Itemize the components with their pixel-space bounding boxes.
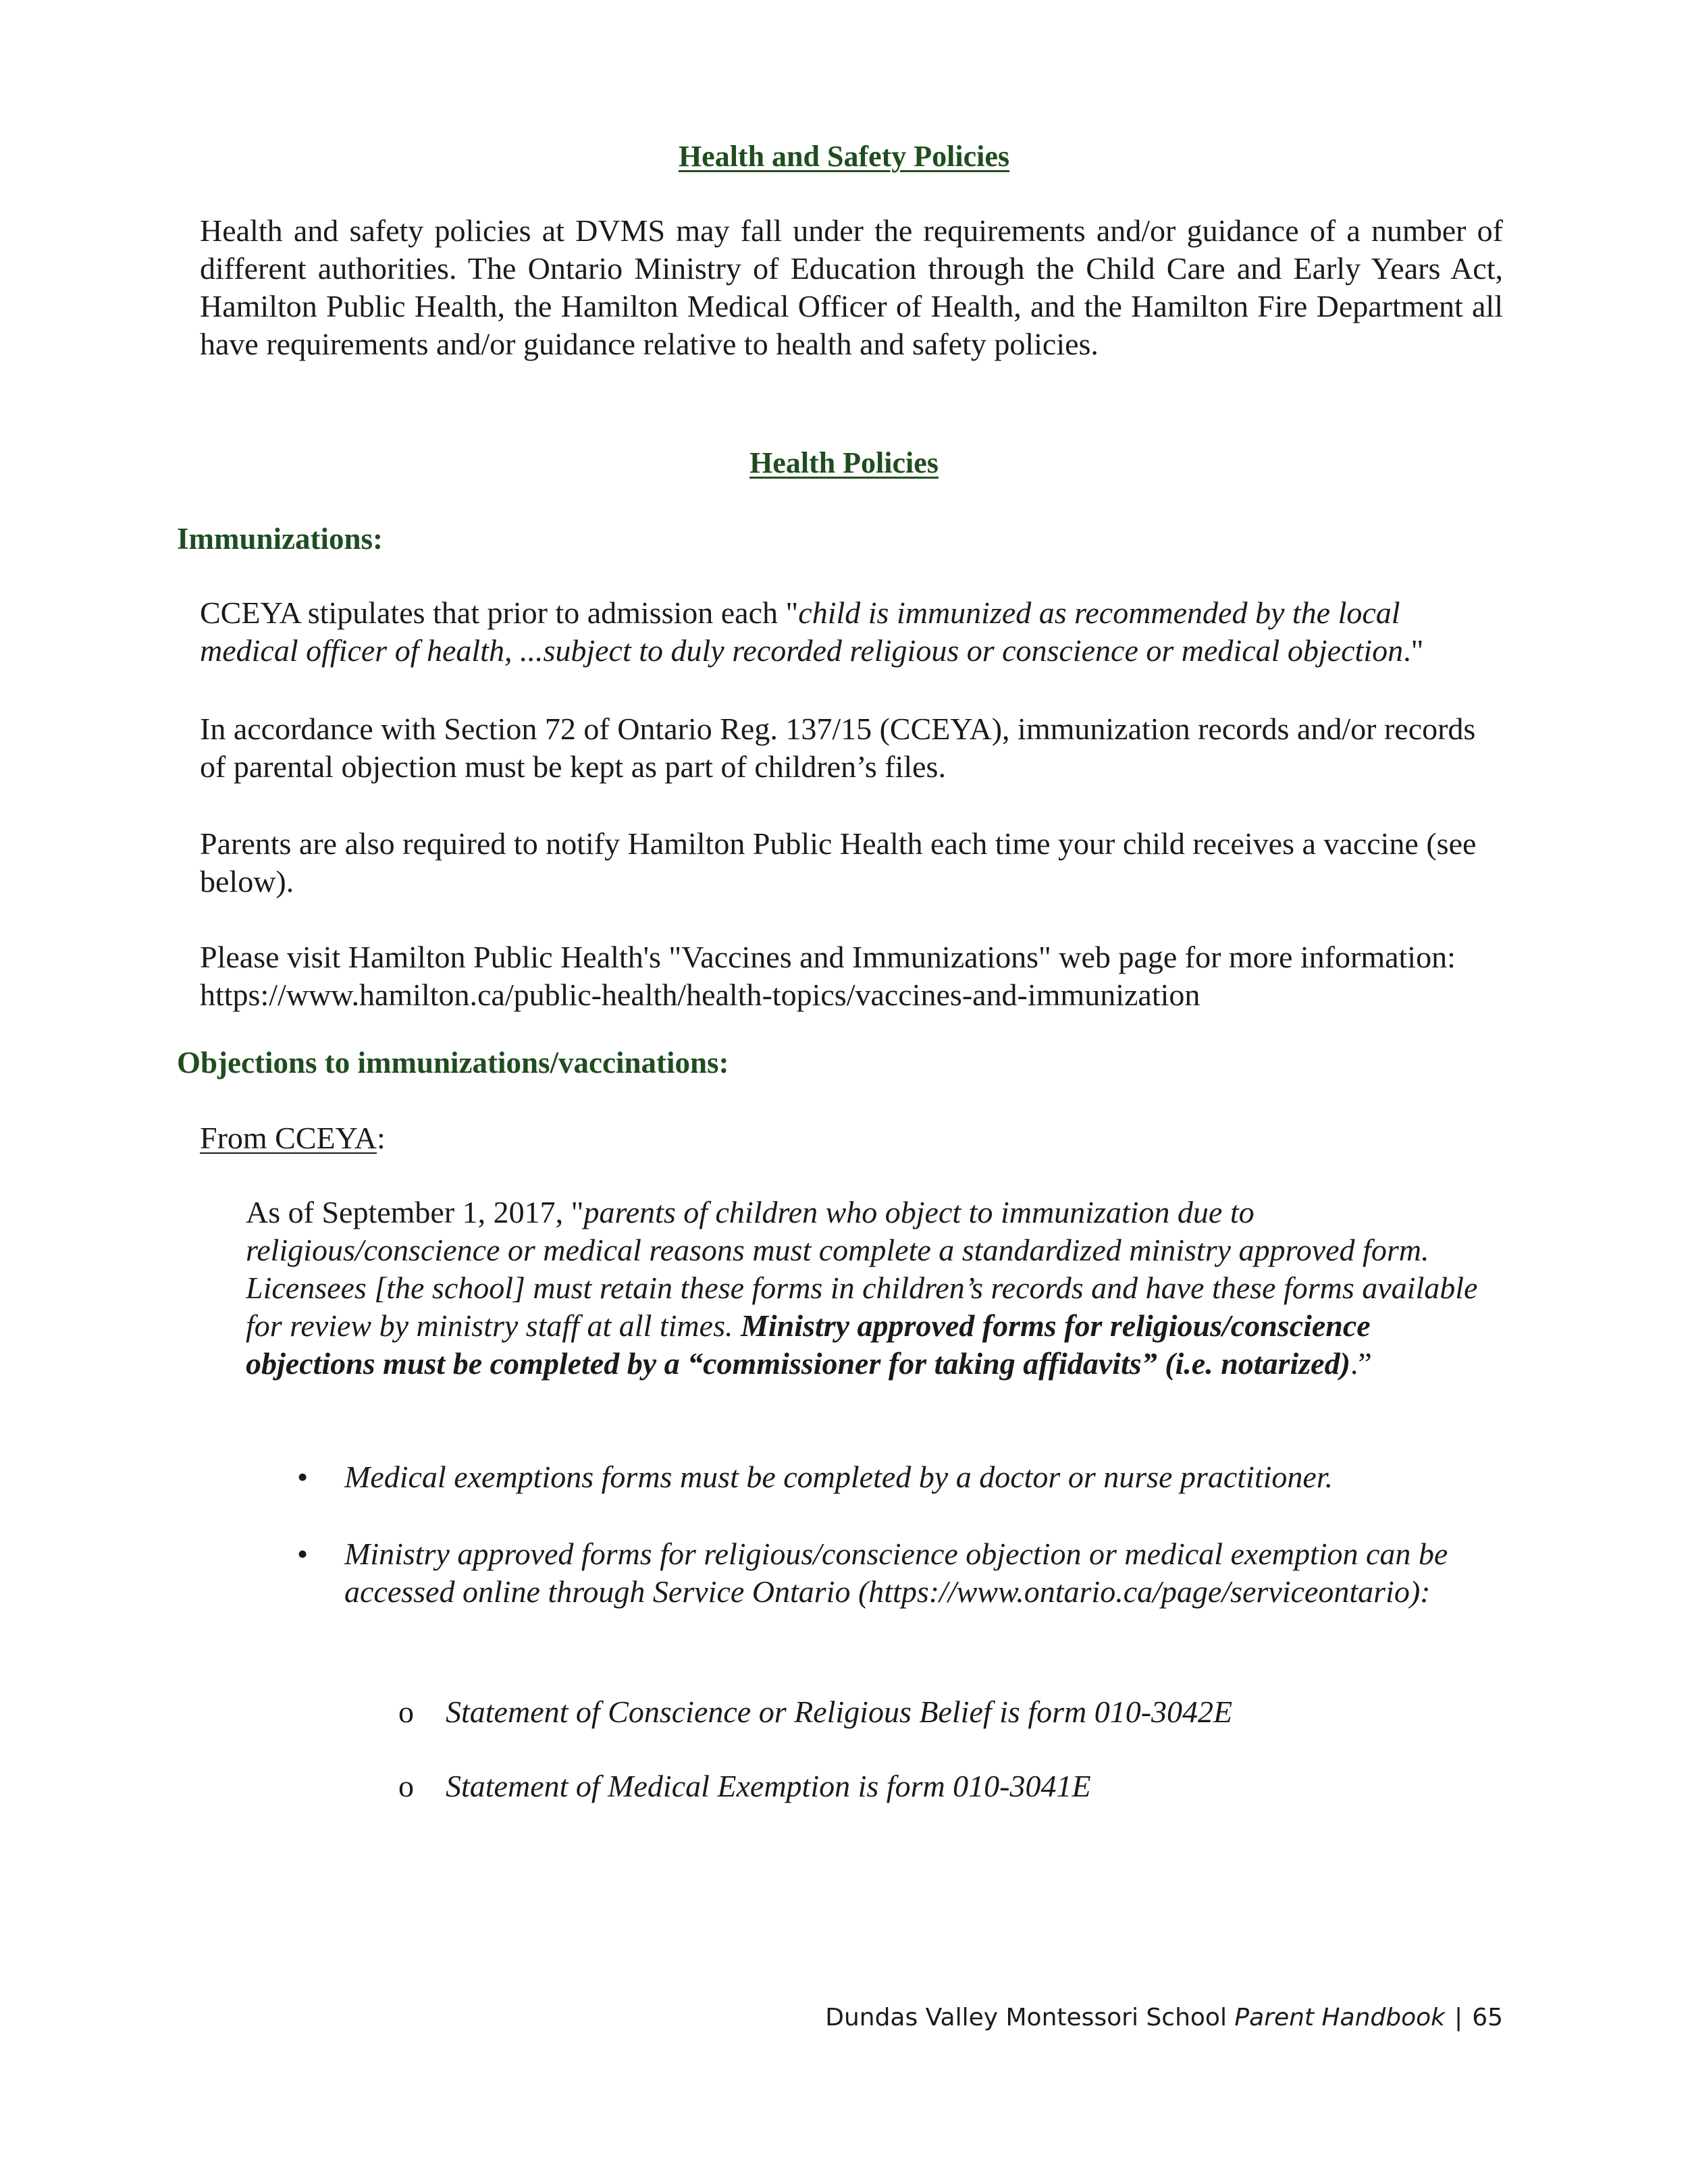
quote-bold: Ministry approved forms for religious/conscience objections must be completed by a “commissioner for taking affidavits” (i.e. notarized) [246,1308,1371,1381]
bullet-item-ministry-forms: Ministry approved forms for religious/conscience objection or medical exemption can be accessed online through Service Ontario (https://www.ontario.ca/page/serviceontario): [344,1537,1448,1609]
quote-suffix: .” [1350,1346,1372,1381]
intro-paragraph: Health and safety policies at DVMS may fall under the requirements and/or guidance of a number of different authorities. The Ontario Ministry of Education through the Child Care and Early Years Act, Hamilton Public Health, the Hamilton Medical Officer of Health, and the Hamilton Fire Department all have requirements and/or guidance relative to health and safety policies. [200,213,1503,361]
immunization-paragraph-1 [200,594,1503,670]
immunization-paragraph-3: Parents are also required to notify Hamilton Public Health each time your child receives a vaccine (see below). [200,826,1477,899]
footer-page-number: 65 [1472,2004,1503,2031]
from-cceya-colon: : [376,1121,386,1155]
sub-item-conscience-form: Statement of Conscience or Religious Belief is form 010-3042E [446,1695,1233,1729]
subheading-objections: Objections to immunizations/vaccinations: [177,1046,729,1080]
footer-separator: | [1454,2004,1463,2031]
footer-handbook: Parent Handbook [1234,2004,1446,2031]
quote-italic: parents of children who object to immunization due to religious/conscience or medical reasons must complete a standardized ministry approved form. Licensees [the school] must retain these forms in children’s records and have these forms available for review by ministry staff at all times. [246,1195,1478,1343]
subheading-immunizations: Immunizations: [177,522,384,556]
immunization-paragraph-4 [200,938,1503,1014]
bullet-item-medical-exemptions: Medical exemptions forms must be completed by a doctor or nurse practitioner. [344,1460,1334,1494]
from-cceya-text: From CCEYA [200,1121,377,1155]
footer-school: Dundas Valley Montessori School [825,2004,1235,2031]
cceya-quote [246,1194,1502,1383]
immunization-paragraph-2: In accordance with Section 72 of Ontario Reg. 137/15 (CCEYA), immunization records and/or records of parental objection must be kept as part of children’s files. [200,712,1476,784]
sub-item-medical-form: Statement of Medical Exemption is form 010-3041E [446,1769,1091,1803]
immunization-p1-prefix: CCEYA stipulates that prior to admission each " [200,595,799,630]
immunization-p4-prefix: Please visit Hamilton Public Health's "Vaccines and Immunizations" web page for more information: [200,940,1456,974]
vaccines-page-link[interactable]: https://www.hamilton.ca/public-health/health-topics/vaccines-and-immunization [200,978,1201,1012]
immunization-p1-quote: child is immunized as recommended by the local medical officer of health, ...subject to duly recorded religious or conscience or medical objection [200,595,1404,668]
page-title: Health and Safety Policies [678,140,1010,173]
bullet-icon: • [297,1537,309,1571]
bullet-icon: • [297,1460,309,1494]
immunization-p1-suffix: ." [1403,633,1424,668]
sub-bullet-icon: o [398,1769,414,1803]
page-footer [825,2004,1503,2031]
from-cceya-label [200,1119,386,1157]
quote-prefix: As of September 1, 2017, " [246,1195,584,1229]
sub-bullet-icon: o [398,1695,414,1729]
section-title-health-policies: Health Policies [749,446,939,479]
